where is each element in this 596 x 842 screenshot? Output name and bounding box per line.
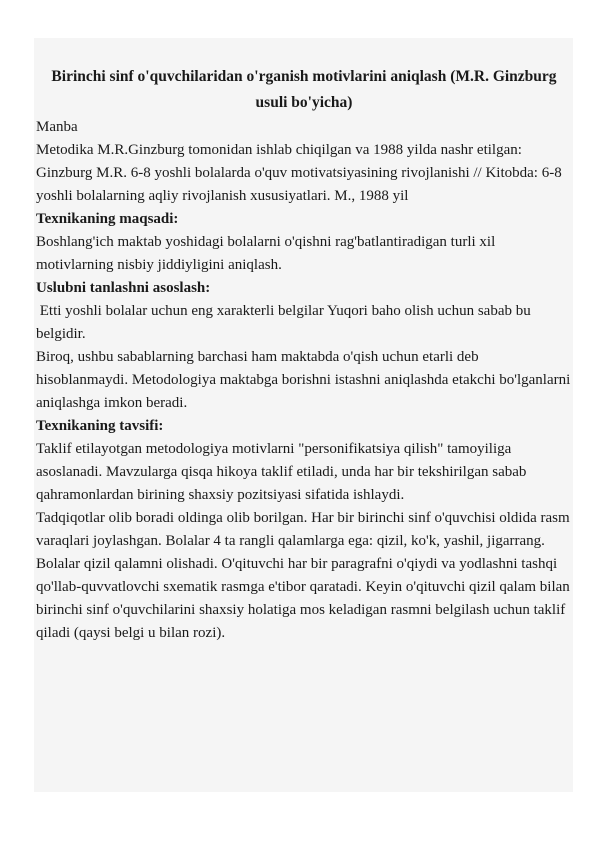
rationale-paragraph-1: Etti yoshli bolalar uchun eng xarakterli belgilar Yuqori baho olish uchun sabab bu belgidir. xyxy=(36,303,535,342)
aim-heading: Texnikaning maqsadi: xyxy=(36,211,179,227)
rationale-paragraph-2: Biroq, ushbu sabablarning barchasi ham maktabda o'qish uchun etarli deb hisoblanmaydi. Metodologiya maktabga borishni istashni aniqlashda etakchi bo'lganlarni aniqlashga imkon beradi. xyxy=(36,349,571,411)
source-text: Metodika M.R.Ginzburg tomonidan ishlab chiqilgan va 1988 yilda nashr etilgan: Ginzburg M.R. 6-8 yoshli bolalarda o'quv motivatsiyasining rivojlanishi // Kitobda: 6-8 yoshli bolalarning aqliy rivojlanish xususiyatlari. M., 1988 yil xyxy=(36,142,562,204)
document-body xyxy=(36,64,572,645)
rationale-heading: Uslubni tanlashni asoslash: xyxy=(36,280,211,296)
source-label: Manba xyxy=(36,119,78,135)
description-paragraph-2: Tadqiqotlar olib boradi oldinga olib borilgan. Har bir birinchi sinf o'quvchisi oldida rasm varaqlari joylashgan. Bolalar 4 ta rangli qalamlarga ega: qizil, ko'k, yashil, jigarrang. Bolalar qizil qalamni olishadi. O'qituvchi har bir paragrafni o'qiydi va yodlashni tashqi qo'llab-quvvatlovchi sxematik rasmga e'tibor qaratadi. Keyin o'qituvchi qizil qalam bilan birinchi sinf o'quvchilarini shaxsiy holatiga mos keladigan rasmni belgilash uchun taklif qiladi (qaysi belgi u bilan rozi). xyxy=(36,510,570,641)
document-title: Birinchi sinf o'quvchilaridan o'rganish motivlarini aniqlash (M.R. Ginzburg usuli bo'yicha) xyxy=(51,68,557,111)
description-paragraph-1: Taklif etilayotgan metodologiya motivlarni "personifikatsiya qilish" tamoyiliga asoslanadi. Mavzularga qisqa hikoya taklif etiladi, unda har bir tekshirilgan sabab qahramonlardan birining shaxsiy pozitsiyasi sifatida ishlaydi. xyxy=(36,441,527,503)
aim-text: Boshlang'ich maktab yoshidagi bolalarni o'qishni rag'batlantiradigan turli xil motivlarning nisbiy jiddiyligini aniqlash. xyxy=(36,234,496,273)
description-heading: Texnikaning tavsifi: xyxy=(36,418,164,434)
